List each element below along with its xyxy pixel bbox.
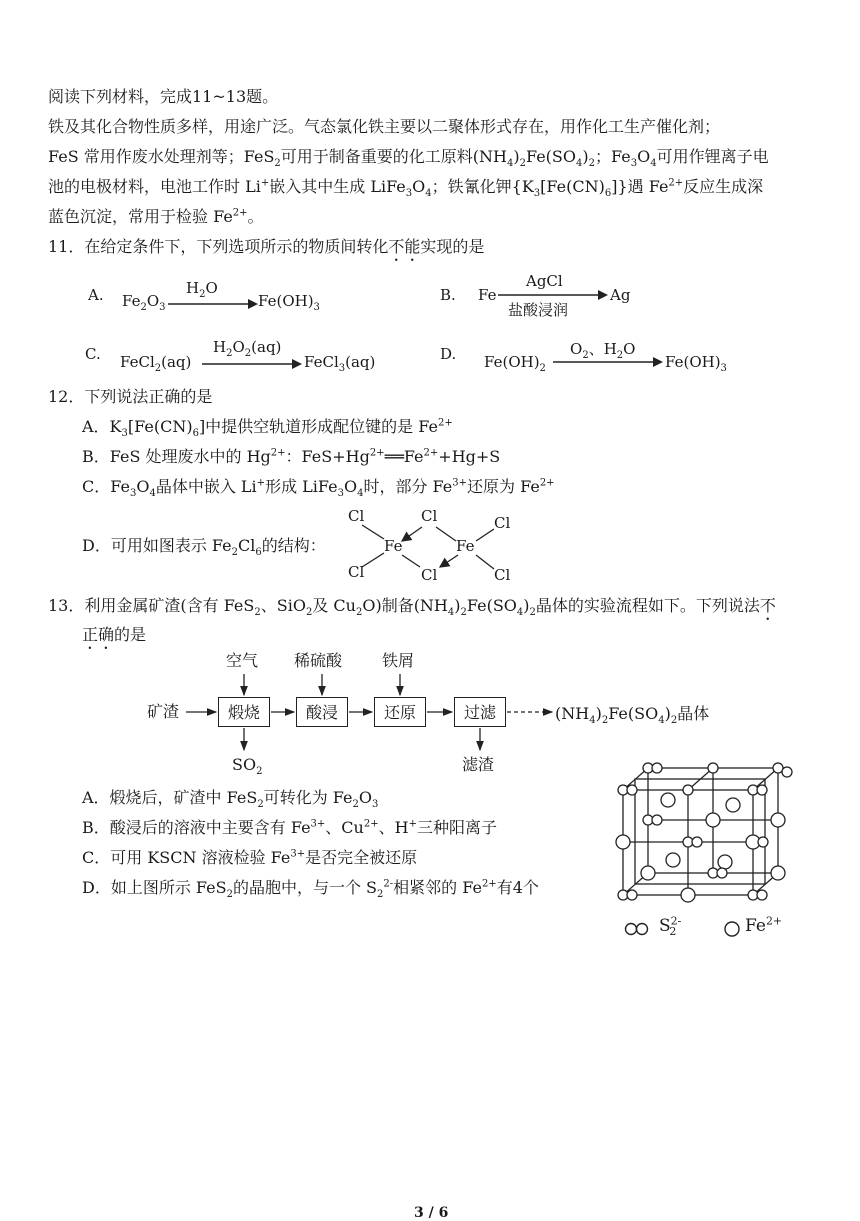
- q12-stem: 12．下列说法正确的是: [48, 387, 213, 406]
- fe-atom: Fe: [456, 537, 475, 555]
- q13-stem-line-2: 正确的是: [82, 625, 147, 644]
- flow-output-residue: 滤渣: [462, 755, 495, 774]
- q12-option-d: D．可用如图表示 $Fe_2Cl_6$的结构：: [82, 536, 326, 559]
- q11-a-arrow: [168, 298, 258, 310]
- intro-line-3: FeS 常用作废水处理剂等；FeS$_2$可用于制备重要的化工原料$(NH_4)_2Fe(SO_4)_2$；$Fe_3O_4$可用作锂离子电: [48, 147, 769, 170]
- fe-legend-icon: [722, 919, 742, 939]
- q12-option-b: B．FeS 处理废水中的 $Hg^{2+}$：$FeS+Hg^{2+}══Fe^{2+}+Hg+S$: [82, 447, 501, 466]
- fe-legend-label: $Fe^{2+}$: [745, 914, 783, 936]
- fe-atom: Fe: [384, 537, 403, 555]
- flow-step-filtration: 过滤: [454, 697, 506, 727]
- flow-step-calcination: 煅烧: [218, 697, 270, 727]
- intro-line-2: 铁及其化合物性质多样，用途广泛。气态氯化铁主要以二聚体形式存在，用作化工生产催化剂；: [48, 117, 721, 136]
- flow-output-so2: $SO_2$: [232, 755, 263, 778]
- flow-add-iron-filings: 铁屑: [382, 651, 415, 670]
- intro-line-4: 池的电极材料，电池工作时 Li+嵌入其中生成 $LiFe_3O_4$；铁氰化钾$\{K_3[Fe(CN)_6]\}$遇 $Fe^{2+}$反应生成深: [48, 177, 764, 200]
- page-number: 3 / 6: [414, 1205, 449, 1221]
- fes2-unit-cell-diagram: [613, 760, 793, 905]
- cl-atom: Cl: [421, 566, 438, 584]
- flow-product: $(NH_4)_2Fe(SO_4)_2$晶体: [555, 704, 710, 727]
- q13-option-d: D．如上图所示 FeS$_2$的晶胞中，与一个 $S_2^{2-}$相紧邻的 $Fe^{2+}$有4个: [82, 878, 539, 901]
- flow-step-acid-leach: 酸浸: [296, 697, 348, 727]
- q13-option-a: A．煅烧后，矿渣中 FeS$_2$可转化为 $Fe_2O_3$: [82, 788, 379, 811]
- q11-stem: 11．在给定条件下，下列选项所示的物质间转化不能实现的是: [48, 237, 485, 256]
- flow-input: 矿渣: [147, 702, 180, 721]
- intro-line-1: 阅读下列材料，完成11~13题。: [48, 87, 279, 106]
- flow-step-reduction: 还原: [374, 697, 426, 727]
- cl-atom: Cl: [494, 514, 511, 532]
- q13-stem-line-1: 13．利用金属矿渣(含有 FeS$_2$、SiO$_2$及 $Cu_2O$)制备$(NH_4)_2Fe(SO_4)_2$晶体的实验流程如下。下列说法不: [48, 596, 776, 619]
- q12-option-a: A．$K_3[Fe(CN)_6]$中提供空轨道形成配位键的是 $Fe^{2+}$: [82, 417, 453, 440]
- s2-legend-label: $S^{2-}_2$: [659, 914, 682, 939]
- cl-atom: Cl: [348, 563, 365, 581]
- cl-atom: Cl: [421, 507, 438, 525]
- cl-atom: Cl: [348, 507, 365, 525]
- q11-d-arrow: [553, 356, 663, 368]
- q11-c-arrow: [202, 358, 302, 370]
- flow-add-air: 空气: [226, 651, 259, 670]
- dimer-bonds: [340, 505, 540, 595]
- cl-atom: Cl: [494, 566, 511, 584]
- q13-option-b: B．酸浸后的溶液中主要含有 $Fe^{3+}$、$Cu^{2+}$、H+三种阳离子: [82, 818, 497, 837]
- flow-add-sulfuric-acid: 稀硫酸: [294, 651, 343, 670]
- q12-option-c: C．$Fe_3O_4$晶体中嵌入 Li+形成 $LiFe_3O_4$时，部分 $Fe^{3+}$还原为 $Fe^{2+}$: [82, 477, 555, 500]
- s2-legend-icon: [624, 921, 654, 937]
- intro-line-5: 蓝色沉淀，常用于检验 $Fe^{2+}$。: [48, 207, 264, 226]
- q13-option-c: C．可用 KSCN 溶液检验 $Fe^{3+}$是否完全被还原: [82, 848, 418, 867]
